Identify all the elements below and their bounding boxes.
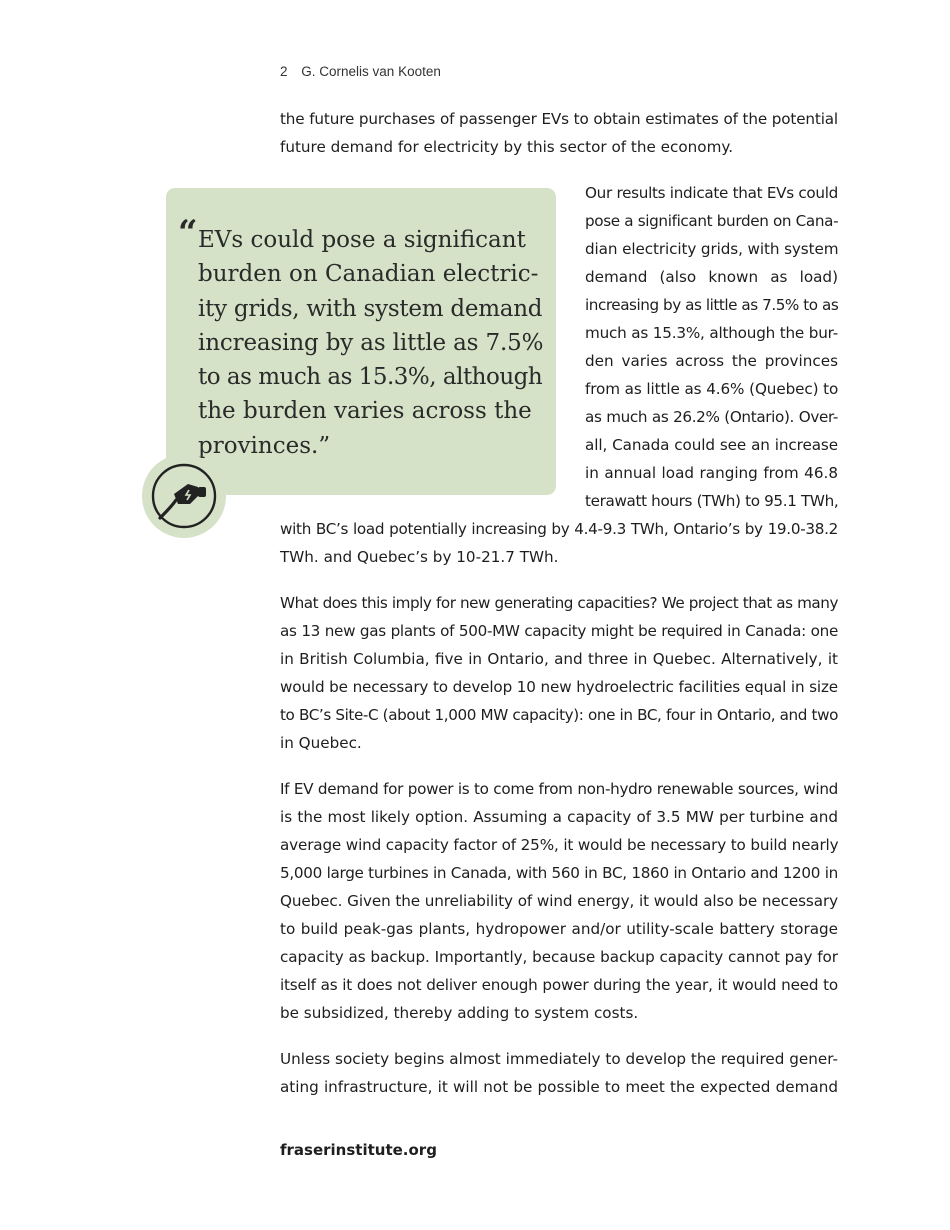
text-line: average wind capacity factor of 25%, it would be necessary to build nearly bbox=[280, 836, 839, 854]
text-line: capacity as backup. Importantly, because backup capacity cannot pay for bbox=[280, 948, 838, 966]
pullquote-line: increasing by as little as 7.5% bbox=[198, 329, 544, 356]
paragraph-wind bbox=[280, 775, 838, 1027]
text-line: Quebec. Given the unreliability of wind energy, it would also be necessary bbox=[280, 892, 838, 910]
text-line: What does this imply for new generating capacities? We project that as many bbox=[280, 594, 838, 612]
text-line: Unless society begins almost immediately to develop the required gener- bbox=[280, 1050, 838, 1068]
text-line: 5,000 large turbines in Canada, with 560 in BC, 1860 in Ontario and 1200 in bbox=[280, 864, 838, 882]
text-line: to BC’s Site-C (about 1,000 MW capacity): one in BC, four in Ontario, and two bbox=[280, 706, 838, 724]
page-number: 2 bbox=[280, 64, 288, 79]
text-line: to build peak-gas plants, hydropower and/or utility-scale battery storage bbox=[280, 920, 838, 938]
ev-charger-plug-icon bbox=[142, 454, 226, 538]
text-line: would be necessary to develop 10 new hydroelectric facilities equal in size bbox=[280, 678, 838, 696]
text-line: as 13 new gas plants of 500-MW capacity might be required in Canada: one bbox=[280, 622, 838, 640]
text-line: Our results indicate that EVs could bbox=[585, 184, 838, 202]
text-line: pose a significant burden on Cana- bbox=[585, 212, 839, 230]
pullquote-line: the burden varies across the bbox=[198, 398, 532, 425]
footer-site-url: fraserinstitute.org bbox=[280, 1141, 437, 1159]
text-line: much as 15.3%, although the bur- bbox=[585, 324, 838, 342]
text-line: the future purchases of passenger EVs to obtain estimates of the potential bbox=[280, 110, 838, 128]
text-line: increasing by as little as 7.5% to as bbox=[585, 296, 839, 314]
paragraph-intro bbox=[280, 105, 838, 161]
pullquote-line: provinces.” bbox=[198, 432, 331, 459]
text-line: ating infrastructure, it will not be possible to meet the expected demand bbox=[280, 1078, 838, 1096]
text-line: in annual load ranging from 46.8 bbox=[585, 464, 838, 482]
running-header bbox=[280, 64, 441, 79]
pullquote-text bbox=[198, 223, 543, 463]
text-line: as much as 26.2% (Ontario). Over- bbox=[585, 408, 838, 426]
text-line: den varies across the provinces bbox=[585, 352, 838, 370]
text-line: itself as it does not deliver enough power during the year, it would need to bbox=[280, 976, 838, 994]
author-name: G. Cornelis van Kooten bbox=[301, 64, 441, 79]
pullquote-line: ity grids, with system demand bbox=[198, 295, 543, 322]
pullquote-line: to as much as 15.3%, although bbox=[198, 364, 543, 391]
text-line: from as little as 4.6% (Quebec) to bbox=[585, 380, 839, 398]
text-line: future demand for electricity by this sector of the economy. bbox=[280, 138, 734, 156]
text-line: all, Canada could see an increase bbox=[585, 436, 838, 454]
text-line: demand (also known as load) bbox=[585, 268, 838, 286]
text-line: in British Columbia, five in Ontario, and three in Quebec. Alternatively, it bbox=[280, 650, 838, 668]
text-line: is the most likely option. Assuming a capacity of 3.5 MW per turbine and bbox=[280, 808, 838, 826]
text-line: terawatt hours (TWh) to 95.1 TWh, bbox=[585, 492, 839, 510]
pullquote-line: burden on Canadian electric- bbox=[198, 261, 539, 288]
text-line: If EV demand for power is to come from non-hydro renewable sources, wind bbox=[280, 780, 838, 798]
paragraph-generating-capacity bbox=[280, 589, 838, 757]
open-quote-mark: “ bbox=[178, 213, 198, 253]
text-line: with BC’s load potentially increasing by 4.4-9.3 TWh, Ontario’s by 19.0-38.2 bbox=[280, 520, 838, 538]
pullquote-line: EVs could pose a significant bbox=[198, 227, 526, 253]
text-line: be subsidized, thereby adding to system costs. bbox=[280, 1004, 639, 1022]
text-line: in Quebec. bbox=[280, 734, 362, 752]
paragraph-results-continued bbox=[280, 515, 838, 571]
paragraph-infrastructure bbox=[280, 1045, 838, 1101]
text-line: dian electricity grids, with system bbox=[585, 240, 839, 258]
paragraph-results-side bbox=[585, 179, 838, 515]
text-line: TWh. and Quebec’s by 10-21.7 TWh. bbox=[280, 548, 559, 566]
